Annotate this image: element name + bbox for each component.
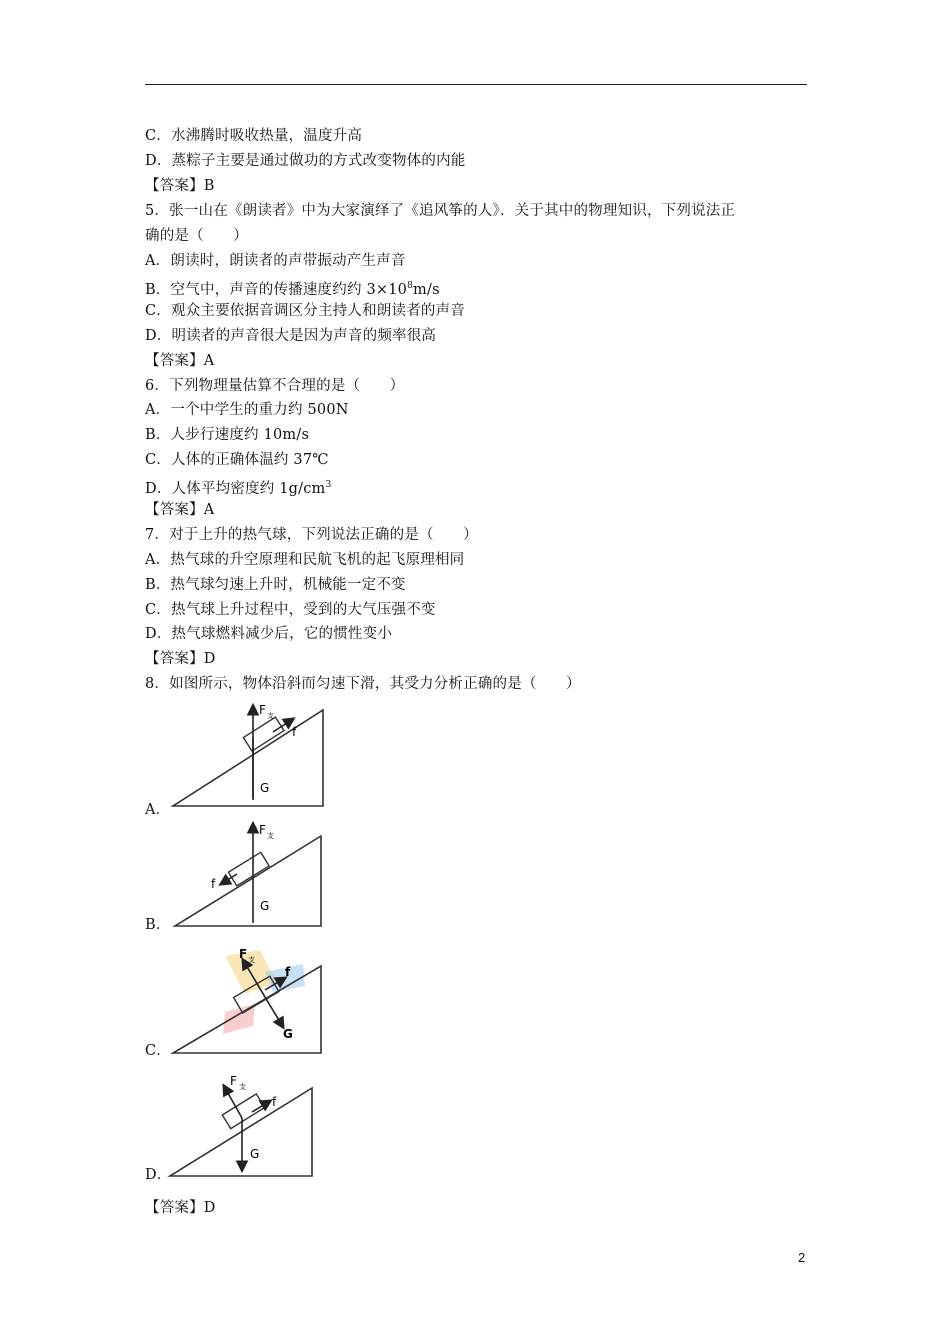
q6-option-d-text: D．人体平均密度约 1g/cm (145, 481, 326, 497)
q7-answer: 【答案】D (145, 651, 216, 667)
label-g-c: G (283, 1027, 293, 1041)
label-g-d: G (250, 1147, 260, 1161)
q6-stem: 6．下列物理量估算不合理的是（ ） (145, 378, 405, 394)
q5-option-d: D．明读者的声音很大是因为声音的频率很高 (145, 328, 437, 344)
incline-a (173, 710, 323, 806)
q7-option-b: B．热气球匀速上升时，机械能一定不变 (145, 577, 406, 593)
label-fn-sub-c: 支 (248, 956, 255, 964)
page-number: 2 (798, 1250, 806, 1265)
label-fn-d: F (230, 1074, 237, 1088)
q4-option-d: D．蒸粽子主要是通过做功的方式改变物体的内能 (145, 153, 466, 169)
q5-option-b (145, 276, 440, 300)
q8-figure-d (162, 1070, 327, 1182)
q5-option-c: C．观众主要依据音调区分主持人和朗读者的声音 (145, 303, 465, 319)
q8-option-d-label: D． (145, 1167, 172, 1183)
label-f-c: f (285, 965, 291, 979)
q6-option-c: C．人体的正确体温约 37℃ (145, 452, 329, 468)
label-fn-c: F (239, 947, 248, 961)
label-f-d: f (272, 1095, 277, 1109)
q5-option-b-exponent: 8 (407, 281, 414, 291)
q6-answer: 【答案】A (145, 502, 215, 518)
q5-option-a: A．朗读时，朗读者的声带振动产生声音 (145, 253, 406, 269)
q8-answer: 【答案】D (145, 1200, 216, 1216)
label-fn-sub-b: 支 (267, 832, 274, 840)
q8-figure-c (165, 942, 335, 1060)
incline-b (175, 836, 321, 926)
q8-option-a-label: A． (145, 802, 171, 818)
q6-option-b: B．人步行速度约 10m/s (145, 427, 310, 443)
header-rule (145, 84, 807, 85)
q5-answer: 【答案】A (145, 353, 215, 369)
label-fn-sub-a: 支 (267, 712, 274, 720)
label-fn-b: F (259, 823, 266, 837)
q5-option-b-unit: m/s (413, 282, 440, 298)
q7-option-c: C．热气球上升过程中，受到的大气压强不变 (145, 602, 436, 618)
q7-option-a: A．热气球的升空原理和民航飞机的起飞原理相同 (145, 552, 465, 568)
label-fn-sub-d: 支 (239, 1083, 246, 1091)
label-g-b: G (260, 899, 270, 913)
q8-stem: 8．如图所示，物体沿斜而匀速下滑，其受力分析正确的是（ ） (145, 676, 581, 692)
q5-stem-line1: 5．张一山在《朗读者》中为大家演绎了《追风筝的人》．关于其中的物理知识，下列说法正 (145, 203, 736, 219)
q8-option-c-label: C． (145, 1043, 171, 1059)
label-f-b: f (211, 877, 216, 891)
q5-stem-line2: 确的是（ ） (145, 228, 248, 244)
q7-stem: 7．对于上升的热气球，下列说法正确的是（ ） (145, 527, 478, 543)
q7-option-d: D．热气球燃料减少后，它的惯性变小 (145, 626, 393, 642)
block-a (243, 717, 284, 751)
label-f-a: f (292, 725, 297, 739)
gravity-arrow-c (265, 997, 283, 1027)
q4-option-c: C．水沸腾时吸收热量，温度升高 (145, 128, 363, 144)
label-fn-a: F (259, 703, 266, 717)
label-g-a: G (260, 781, 270, 795)
q8-option-b-label: B． (145, 917, 171, 933)
q8-figure-a (165, 698, 335, 813)
q6-option-d-exponent: 3 (325, 480, 332, 490)
q4-answer: 【答案】B (145, 178, 215, 194)
q6-option-a: A．一个中学生的重力约 500N (145, 402, 349, 418)
incline-d (170, 1088, 312, 1176)
q6-option-d (145, 475, 331, 499)
q8-figure-b (165, 818, 335, 933)
block-d (222, 1094, 264, 1129)
q5-option-b-text: B．空气中，声音的传播速度约约 3×10 (145, 282, 408, 298)
